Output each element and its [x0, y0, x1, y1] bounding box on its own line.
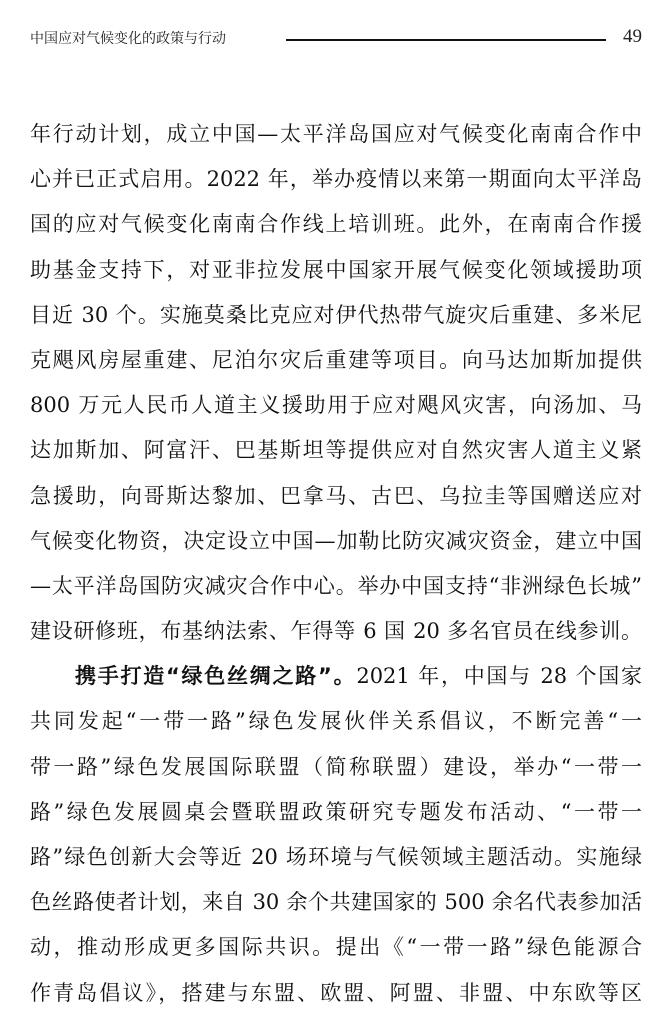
- text-line: 目近 30 个。实施莫桑比克应对伊代热带气旋灾后重建、多米尼: [30, 302, 642, 327]
- header-rule: [286, 39, 606, 41]
- text-line: 共同发起“一带一路”绿色发展伙伴关系倡议，不断完善“一: [30, 709, 642, 734]
- text-line: 带一路”绿色发展国际联盟（简称联盟）建设，举办“一带一: [30, 754, 642, 779]
- text-line: 年行动计划，成立中国—太平洋岛国应对气候变化南南合作中: [30, 122, 642, 146]
- text-line: 色丝路使者计划，来自 30 余个共建国家的 500 余名代表参加活: [30, 890, 642, 915]
- text-line: —太平洋岛国防灾减灾合作中心。举办中国支持“非洲绿色长城”: [30, 573, 642, 598]
- text-line: 建设研修班，布基纳法索、乍得等 6 国 20 多名官员在线参训。: [30, 619, 642, 644]
- text-line: 气候变化物资，决定设立中国—加勒比防灾减灾资金，建立中国: [30, 528, 642, 553]
- text-line: 800 万元人民币人道主义援助用于应对飓风灾害，向汤加、马: [30, 393, 642, 418]
- text-line: 急援助，向哥斯达黎加、巴拿马、古巴、乌拉圭等国赠送应对: [30, 483, 642, 508]
- text-line: 作青岛倡议》，搭建与东盟、欧盟、阿盟、非盟、中东欧等区: [30, 980, 642, 1005]
- text-line: 国的应对气候变化南南合作线上培训班。此外，在南南合作援: [30, 212, 642, 237]
- page-number: 49: [623, 26, 642, 47]
- paragraph-first-line: [30, 654, 642, 699]
- paragraph-green-silk-road: [30, 654, 642, 1016]
- page-header: [30, 26, 642, 52]
- body-text: [30, 112, 642, 1016]
- text-line-rest: 2021 年，中国与 28 个国家: [356, 664, 642, 689]
- text-line: 路”绿色发展圆桌会暨联盟政策研究专题发布活动、“一带一: [30, 799, 642, 824]
- running-title: 中国应对气候变化的政策与行动: [30, 31, 226, 47]
- text-line: 助基金支持下，对亚非拉发展中国家开展气候变化领域援助项: [30, 257, 642, 282]
- text-line: 心并已正式启用。2022 年，举办疫情以来第一期面向太平洋岛: [30, 167, 642, 192]
- paragraph-international-aid: [30, 112, 642, 654]
- text-line: 克飓风房屋重建、尼泊尔灾后重建等项目。向马达加斯加提供: [30, 347, 642, 372]
- section-heading: 携手打造“绿色丝绸之路”。: [75, 664, 357, 689]
- text-line: 达加斯加、阿富汗、巴基斯坦等提供应对自然灾害人道主义紧: [30, 438, 642, 463]
- text-line: 动，推动形成更多国际共识。提出《“一带一路”绿色能源合: [30, 935, 642, 960]
- text-line: 路”绿色创新大会等近 20 场环境与气候领域主题活动。实施绿: [30, 845, 642, 869]
